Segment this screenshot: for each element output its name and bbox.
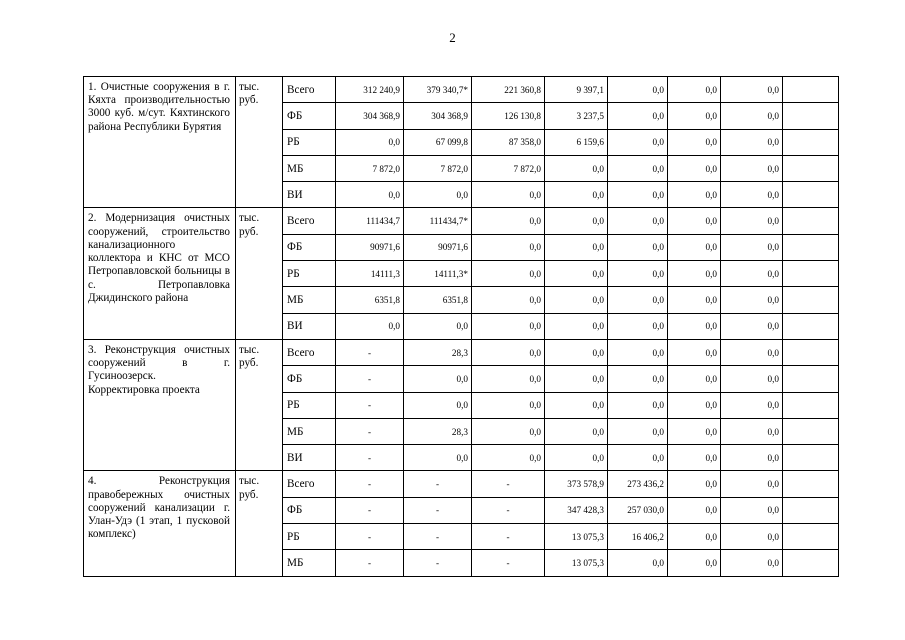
- value-cell: -: [336, 339, 404, 365]
- value-cell: -: [472, 471, 545, 497]
- value-cell: [783, 129, 839, 155]
- value-cell: 0,0: [472, 313, 545, 339]
- value-cell: 0,0: [545, 287, 608, 313]
- value-cell: -: [336, 550, 404, 576]
- value-cell: 0,0: [668, 182, 721, 208]
- value-cell: 0,0: [545, 392, 608, 418]
- value-cell: 0,0: [545, 366, 608, 392]
- value-cell: 0,0: [721, 392, 783, 418]
- value-cell: -: [336, 418, 404, 444]
- value-cell: 0,0: [472, 445, 545, 471]
- value-cell: 0,0: [721, 418, 783, 444]
- value-cell: 257 030,0: [608, 497, 668, 523]
- value-cell: 0,0: [608, 287, 668, 313]
- value-cell: -: [404, 497, 472, 523]
- value-cell: 0,0: [721, 208, 783, 234]
- value-cell: 14111,3: [336, 261, 404, 287]
- value-cell: 0,0: [608, 208, 668, 234]
- value-cell: -: [336, 392, 404, 418]
- source-label: Всего: [283, 208, 336, 234]
- value-cell: 0,0: [472, 261, 545, 287]
- value-cell: 304 368,9: [336, 103, 404, 129]
- value-cell: 0,0: [545, 234, 608, 260]
- value-cell: 0,0: [668, 497, 721, 523]
- value-cell: 9 397,1: [545, 77, 608, 103]
- value-cell: 6 159,6: [545, 129, 608, 155]
- value-cell: 0,0: [545, 182, 608, 208]
- value-cell: 0,0: [668, 155, 721, 181]
- value-cell: 0,0: [608, 550, 668, 576]
- value-cell: 0,0: [545, 261, 608, 287]
- value-cell: 7 872,0: [336, 155, 404, 181]
- value-cell: [783, 366, 839, 392]
- unit-cell: тыс. руб.: [236, 339, 283, 470]
- value-cell: 0,0: [721, 524, 783, 550]
- value-cell: 67 099,8: [404, 129, 472, 155]
- value-cell: 14111,3*: [404, 261, 472, 287]
- source-label: Всего: [283, 471, 336, 497]
- value-cell: 0,0: [721, 129, 783, 155]
- value-cell: 0,0: [721, 287, 783, 313]
- source-label: ФБ: [283, 366, 336, 392]
- value-cell: 0,0: [721, 182, 783, 208]
- value-cell: [783, 445, 839, 471]
- value-cell: 0,0: [472, 234, 545, 260]
- value-cell: 0,0: [721, 155, 783, 181]
- value-cell: 0,0: [608, 155, 668, 181]
- value-cell: 87 358,0: [472, 129, 545, 155]
- value-cell: -: [336, 524, 404, 550]
- value-cell: -: [404, 471, 472, 497]
- value-cell: [783, 471, 839, 497]
- value-cell: 0,0: [668, 103, 721, 129]
- value-cell: 13 075,3: [545, 550, 608, 576]
- source-label: Всего: [283, 77, 336, 103]
- source-label: МБ: [283, 550, 336, 576]
- value-cell: 0,0: [668, 261, 721, 287]
- value-cell: 126 130,8: [472, 103, 545, 129]
- value-cell: [783, 287, 839, 313]
- table-row: [84, 77, 839, 103]
- value-cell: 7 872,0: [472, 155, 545, 181]
- value-cell: 0,0: [721, 261, 783, 287]
- source-label: ВИ: [283, 182, 336, 208]
- value-cell: 90971,6: [336, 234, 404, 260]
- source-label: РБ: [283, 129, 336, 155]
- value-cell: 6351,8: [336, 287, 404, 313]
- value-cell: [783, 234, 839, 260]
- value-cell: [783, 392, 839, 418]
- financing-table: [83, 76, 839, 577]
- value-cell: 0,0: [472, 418, 545, 444]
- value-cell: 0,0: [668, 418, 721, 444]
- value-cell: -: [472, 497, 545, 523]
- value-cell: [783, 103, 839, 129]
- value-cell: 0,0: [608, 261, 668, 287]
- value-cell: [783, 155, 839, 181]
- value-cell: 0,0: [404, 182, 472, 208]
- value-cell: 347 428,3: [545, 497, 608, 523]
- value-cell: 0,0: [608, 234, 668, 260]
- project-name: 1. Очистные сооружения в г. Кяхта производительностью 3000 куб. м/сут. Кяхтинского района Республики Бурятия: [84, 77, 236, 208]
- value-cell: [783, 77, 839, 103]
- value-cell: 0,0: [608, 129, 668, 155]
- value-cell: 0,0: [545, 418, 608, 444]
- value-cell: 0,0: [721, 339, 783, 365]
- unit-cell: тыс. руб.: [236, 77, 283, 208]
- project-name: 4. Реконструкция правобережных очистных сооружений канализации г. Улан-Удэ (1 этап, 1 пусковой комплекс): [84, 471, 236, 576]
- source-label: ВИ: [283, 313, 336, 339]
- page-number: 2: [449, 30, 456, 45]
- value-cell: [783, 208, 839, 234]
- value-cell: -: [336, 471, 404, 497]
- unit-cell: тыс. руб.: [236, 471, 283, 576]
- value-cell: 0,0: [668, 366, 721, 392]
- value-cell: 0,0: [608, 418, 668, 444]
- value-cell: 0,0: [608, 313, 668, 339]
- project-name: 3. Реконструкция очистных сооружений в г. Гусиноозерск. Корректировка проекта: [84, 339, 236, 470]
- value-cell: 0,0: [404, 366, 472, 392]
- value-cell: 379 340,7*: [404, 77, 472, 103]
- value-cell: 28,3: [404, 339, 472, 365]
- source-label: ВИ: [283, 445, 336, 471]
- value-cell: 111434,7: [336, 208, 404, 234]
- value-cell: 0,0: [336, 182, 404, 208]
- source-label: РБ: [283, 524, 336, 550]
- table-row: [84, 208, 839, 234]
- value-cell: 0,0: [472, 339, 545, 365]
- source-label: Всего: [283, 339, 336, 365]
- source-label: МБ: [283, 418, 336, 444]
- value-cell: 0,0: [472, 392, 545, 418]
- source-label: МБ: [283, 155, 336, 181]
- table-row: [84, 339, 839, 365]
- value-cell: [783, 550, 839, 576]
- value-cell: 0,0: [608, 339, 668, 365]
- value-cell: 0,0: [545, 339, 608, 365]
- value-cell: 0,0: [721, 497, 783, 523]
- value-cell: 0,0: [721, 313, 783, 339]
- value-cell: 0,0: [608, 366, 668, 392]
- value-cell: 0,0: [404, 445, 472, 471]
- value-cell: 0,0: [668, 471, 721, 497]
- value-cell: 0,0: [668, 524, 721, 550]
- value-cell: -: [404, 524, 472, 550]
- value-cell: 0,0: [668, 550, 721, 576]
- value-cell: 0,0: [668, 129, 721, 155]
- value-cell: 0,0: [336, 313, 404, 339]
- value-cell: 0,0: [721, 234, 783, 260]
- value-cell: 312 240,9: [336, 77, 404, 103]
- value-cell: 0,0: [721, 445, 783, 471]
- value-cell: 304 368,9: [404, 103, 472, 129]
- value-cell: 0,0: [404, 392, 472, 418]
- unit-cell: тыс. руб.: [236, 208, 283, 339]
- value-cell: 0,0: [545, 155, 608, 181]
- value-cell: 0,0: [668, 445, 721, 471]
- source-label: ФБ: [283, 234, 336, 260]
- value-cell: 13 075,3: [545, 524, 608, 550]
- value-cell: 0,0: [472, 208, 545, 234]
- value-cell: 0,0: [721, 366, 783, 392]
- value-cell: 6351,8: [404, 287, 472, 313]
- value-cell: 0,0: [608, 182, 668, 208]
- value-cell: 373 578,9: [545, 471, 608, 497]
- source-label: РБ: [283, 392, 336, 418]
- value-cell: [783, 182, 839, 208]
- value-cell: [783, 261, 839, 287]
- value-cell: 0,0: [668, 208, 721, 234]
- value-cell: -: [336, 366, 404, 392]
- value-cell: 0,0: [545, 445, 608, 471]
- value-cell: 0,0: [721, 103, 783, 129]
- value-cell: 0,0: [721, 471, 783, 497]
- value-cell: 0,0: [721, 550, 783, 576]
- value-cell: 16 406,2: [608, 524, 668, 550]
- value-cell: [783, 524, 839, 550]
- value-cell: 0,0: [668, 313, 721, 339]
- source-label: ФБ: [283, 103, 336, 129]
- value-cell: 0,0: [545, 208, 608, 234]
- value-cell: 0,0: [472, 182, 545, 208]
- value-cell: 0,0: [472, 366, 545, 392]
- source-label: ФБ: [283, 497, 336, 523]
- value-cell: 0,0: [608, 392, 668, 418]
- value-cell: 0,0: [404, 313, 472, 339]
- value-cell: [783, 497, 839, 523]
- value-cell: 111434,7*: [404, 208, 472, 234]
- source-label: МБ: [283, 287, 336, 313]
- project-name: 2. Модернизация очистных сооружений, строительство канализационного коллектора и КНС от МСО Петропавловской больницы в с. Петропавловка Джидинского района: [84, 208, 236, 339]
- table-row: [84, 471, 839, 497]
- value-cell: -: [404, 550, 472, 576]
- value-cell: 0,0: [668, 234, 721, 260]
- value-cell: [783, 339, 839, 365]
- value-cell: -: [336, 497, 404, 523]
- value-cell: 221 360,8: [472, 77, 545, 103]
- value-cell: 3 237,5: [545, 103, 608, 129]
- value-cell: 0,0: [336, 129, 404, 155]
- value-cell: 0,0: [668, 392, 721, 418]
- value-cell: 0,0: [721, 77, 783, 103]
- value-cell: 0,0: [608, 103, 668, 129]
- source-label: РБ: [283, 261, 336, 287]
- value-cell: 90971,6: [404, 234, 472, 260]
- value-cell: 0,0: [472, 287, 545, 313]
- value-cell: -: [336, 445, 404, 471]
- value-cell: 0,0: [668, 287, 721, 313]
- value-cell: 0,0: [545, 313, 608, 339]
- value-cell: -: [472, 550, 545, 576]
- value-cell: 273 436,2: [608, 471, 668, 497]
- value-cell: 28,3: [404, 418, 472, 444]
- value-cell: 0,0: [608, 77, 668, 103]
- value-cell: 0,0: [608, 445, 668, 471]
- value-cell: -: [472, 524, 545, 550]
- value-cell: [783, 418, 839, 444]
- value-cell: 0,0: [668, 339, 721, 365]
- value-cell: 7 872,0: [404, 155, 472, 181]
- value-cell: [783, 313, 839, 339]
- value-cell: 0,0: [668, 77, 721, 103]
